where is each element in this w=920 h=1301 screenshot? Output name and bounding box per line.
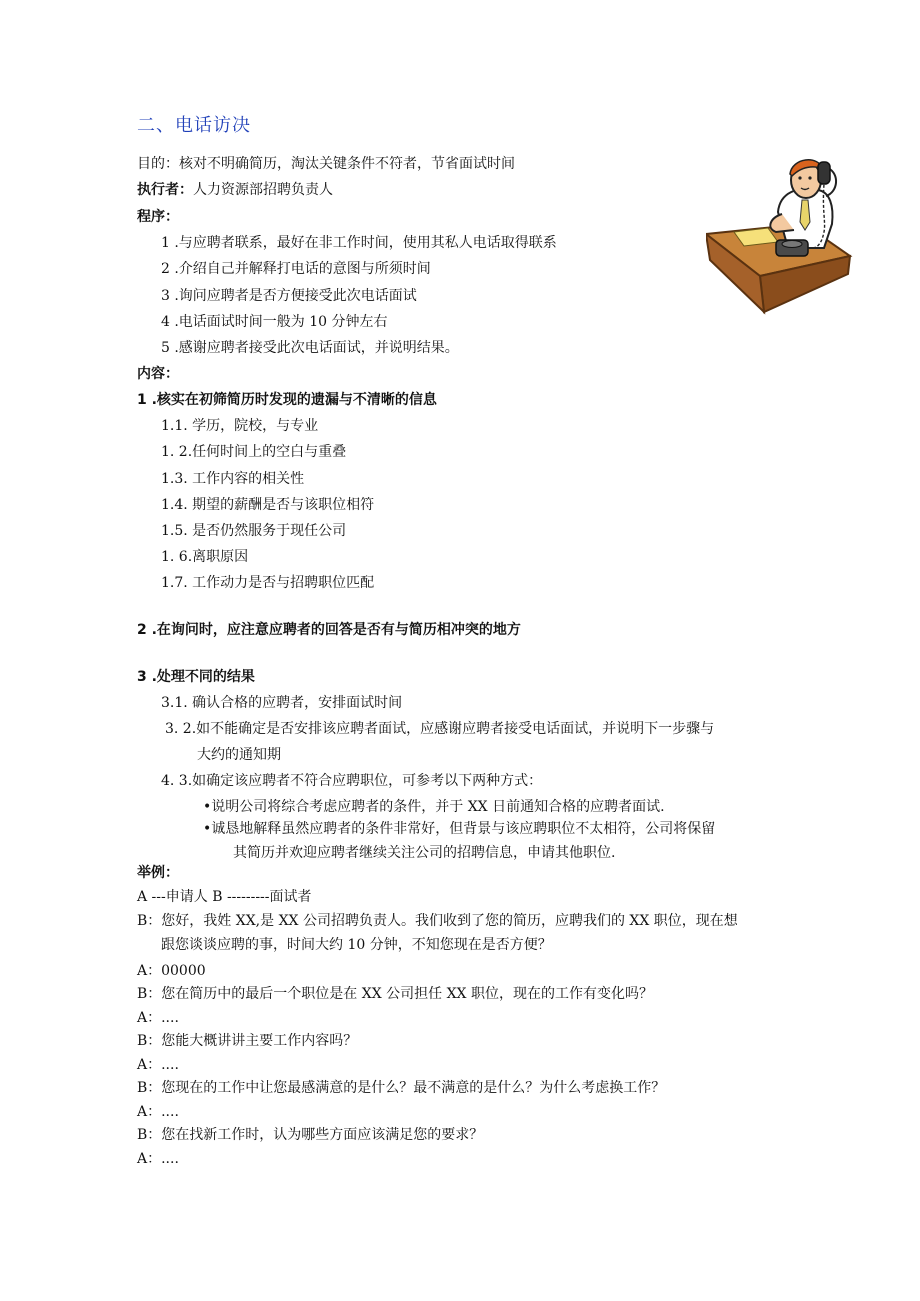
content-label: 内容： bbox=[137, 366, 179, 382]
bullet-item: •诚恳地解释虽然应聘者的条件非常好，但背景与该应聘职位不太相符，公司将保留 bbox=[203, 821, 716, 837]
executor-value: 人力资源部招聘负责人 bbox=[193, 182, 333, 198]
procedure-label: 程序： bbox=[137, 209, 179, 225]
section3-item: 3.1. 确认合格的应聘者，安排面试时间 bbox=[161, 695, 403, 711]
section2-heading: 2 .在询问时，应注意应聘者的回答是否有与简历相冲突的地方 bbox=[137, 622, 521, 638]
section1-item: 1.3. 工作内容的相关性 bbox=[161, 471, 305, 487]
section1-item: 1.4. 期望的薪酬是否与该职位相符 bbox=[161, 497, 375, 513]
section1-item: 1. 6.离职原因 bbox=[161, 549, 249, 565]
section1-item: 1. 2.任何时间上的空白与重叠 bbox=[161, 444, 347, 460]
bullet-item: •说明公司将综合考虑应聘者的条件，并于 XX 日前通知合格的应聘者面试. bbox=[203, 799, 665, 815]
bullet-item-continued: 其简历并欢迎应聘者继续关注公司的招聘信息，申请其他职位. bbox=[233, 845, 616, 861]
dialogue-line: 跟您谈谈应聘的事，时间大约 10 分钟，不知您现在是否方便？ bbox=[161, 937, 552, 953]
purpose-line: 目的：核对不明确简历，淘汰关键条件不符者，节省面试时间 bbox=[137, 156, 515, 172]
dialogue-line: A：00000 bbox=[137, 963, 206, 979]
procedure-step: 5 .感谢应聘者接受此次电话面试，并说明结果。 bbox=[161, 340, 459, 356]
executor-line bbox=[137, 180, 333, 200]
procedure-step: 3 .询问应聘者是否方便接受此次电话面试 bbox=[161, 288, 417, 304]
dialogue-line: A：.... bbox=[137, 1104, 179, 1120]
section3-item-continued: 大约的通知期 bbox=[197, 747, 281, 763]
procedure-step: 2 .介绍自己并解释打电话的意图与所须时间 bbox=[161, 261, 431, 277]
section3-item: 3. 2.如不能确定是否安排该应聘者面试，应感谢应聘者接受电话面试，并说明下一步骤与 bbox=[165, 721, 715, 737]
example-label: 举例： bbox=[137, 865, 179, 881]
dialogue-line: B：您好，我姓 XX,是 XX 公司招聘负责人。我们收到了您的简历，应聘我们的 XX 职位，现在想 bbox=[137, 913, 738, 929]
section1-item: 1.7. 工作动力是否与招聘职位匹配 bbox=[161, 575, 375, 591]
section1-heading: 1 .核实在初筛简历时发现的遗漏与不清晰的信息 bbox=[137, 392, 437, 408]
dialogue-line: B：您在找新工作时，认为哪些方面应该满足您的要求？ bbox=[137, 1127, 484, 1143]
section3-heading: 3 .处理不同的结果 bbox=[137, 669, 255, 685]
section1-item: 1.5. 是否仍然服务于现任公司 bbox=[161, 523, 347, 539]
phone-call-illustration bbox=[706, 152, 854, 322]
procedure-step: 1 .与应聘者联系，最好在非工作时间，使用其私人电话取得联系 bbox=[161, 235, 557, 251]
dialogue-line: A：.... bbox=[137, 1151, 179, 1167]
dialogue-line: A：.... bbox=[137, 1057, 179, 1073]
example-legend: A ---申请人 B ---------面试者 bbox=[137, 889, 312, 905]
dialogue-line: A：.... bbox=[137, 1010, 179, 1026]
executor-label: 执行者： bbox=[137, 182, 193, 198]
dialogue-line: B：您现在的工作中让您最感满意的是什么？最不满意的是什么？为什么考虑换工作？ bbox=[137, 1080, 666, 1096]
section1-item: 1.1. 学历，院校，与专业 bbox=[161, 418, 319, 434]
section-title: 二、电话访决 bbox=[137, 115, 251, 136]
dialogue-line: B：您能大概讲讲主要工作内容吗？ bbox=[137, 1033, 358, 1049]
dialogue-line: B：您在简历中的最后一个职位是在 XX 公司担任 XX 职位，现在的工作有变化吗？ bbox=[137, 986, 653, 1002]
procedure-step: 4 .电话面试时间一般为 10 分钟左右 bbox=[161, 314, 388, 330]
section3-item: 4. 3.如确定该应聘者不符合应聘职位，可参考以下两种方式： bbox=[161, 773, 543, 789]
